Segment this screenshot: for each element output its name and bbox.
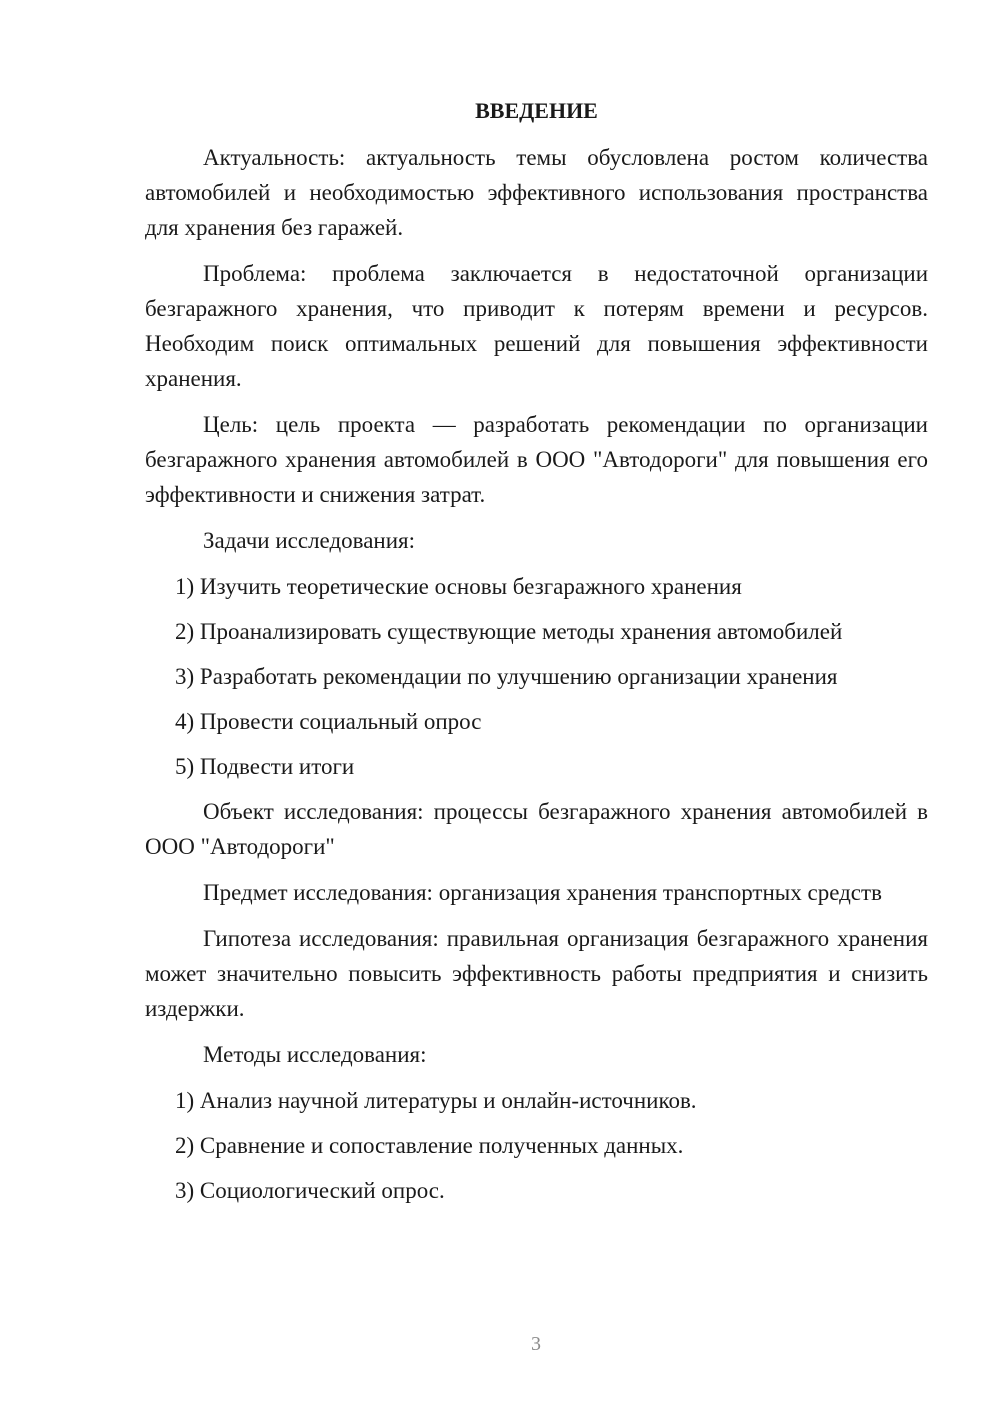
- methods-heading: Методы исследования:: [203, 1042, 427, 1067]
- tasks-heading: Задачи исследования:: [203, 528, 416, 553]
- goal-paragraph: Цель: цель проекта — разработать рекомендации по организации безгаражного хранения автомобилей в ООО "Автодороги" для повышения его эффективности и снижения затрат.: [145, 412, 928, 507]
- methods-list: [145, 1083, 928, 1208]
- problem-paragraph: Проблема: проблема заключается в недостаточной организации безгаражного хранения, что приводит к потерям времени и ресурсов. Необходим поиск оптимальных решений для повышения эффективности хранения.: [145, 261, 928, 391]
- section-title: ВВЕДЕНИЕ: [475, 98, 598, 123]
- hypothesis-paragraph: Гипотеза исследования: правильная организация безгаражного хранения может значительно повысить эффективность работы предприятия и снизить издержки.: [145, 926, 928, 1021]
- list-item: 3) Разработать рекомендации по улучшению организации хранения: [175, 664, 838, 689]
- relevance-paragraph: Актуальность: актуальность темы обусловлена ростом количества автомобилей и необходимостью эффективного использования пространства для хранения без гаражей.: [145, 145, 928, 240]
- list-item: 5) Подвести итоги: [175, 754, 355, 779]
- page-number: 3: [531, 1333, 541, 1355]
- page-content: [145, 96, 928, 1218]
- tasks-list: [145, 569, 928, 784]
- list-item: 2) Проанализировать существующие методы хранения автомобилей: [175, 619, 843, 644]
- object-paragraph: Объект исследования: процессы безгаражного хранения автомобилей в ООО "Автодороги": [145, 799, 928, 859]
- list-item: 1) Анализ научной литературы и онлайн-источников.: [175, 1088, 697, 1113]
- list-item: 4) Провести социальный опрос: [175, 709, 482, 734]
- list-item: 2) Сравнение и сопоставление полученных данных.: [175, 1133, 684, 1158]
- list-item: 3) Социологический опрос.: [175, 1178, 445, 1203]
- subject-paragraph: Предмет исследования: организация хранения транспортных средств: [203, 880, 882, 905]
- list-item: 1) Изучить теоретические основы безгаражного хранения: [175, 574, 742, 599]
